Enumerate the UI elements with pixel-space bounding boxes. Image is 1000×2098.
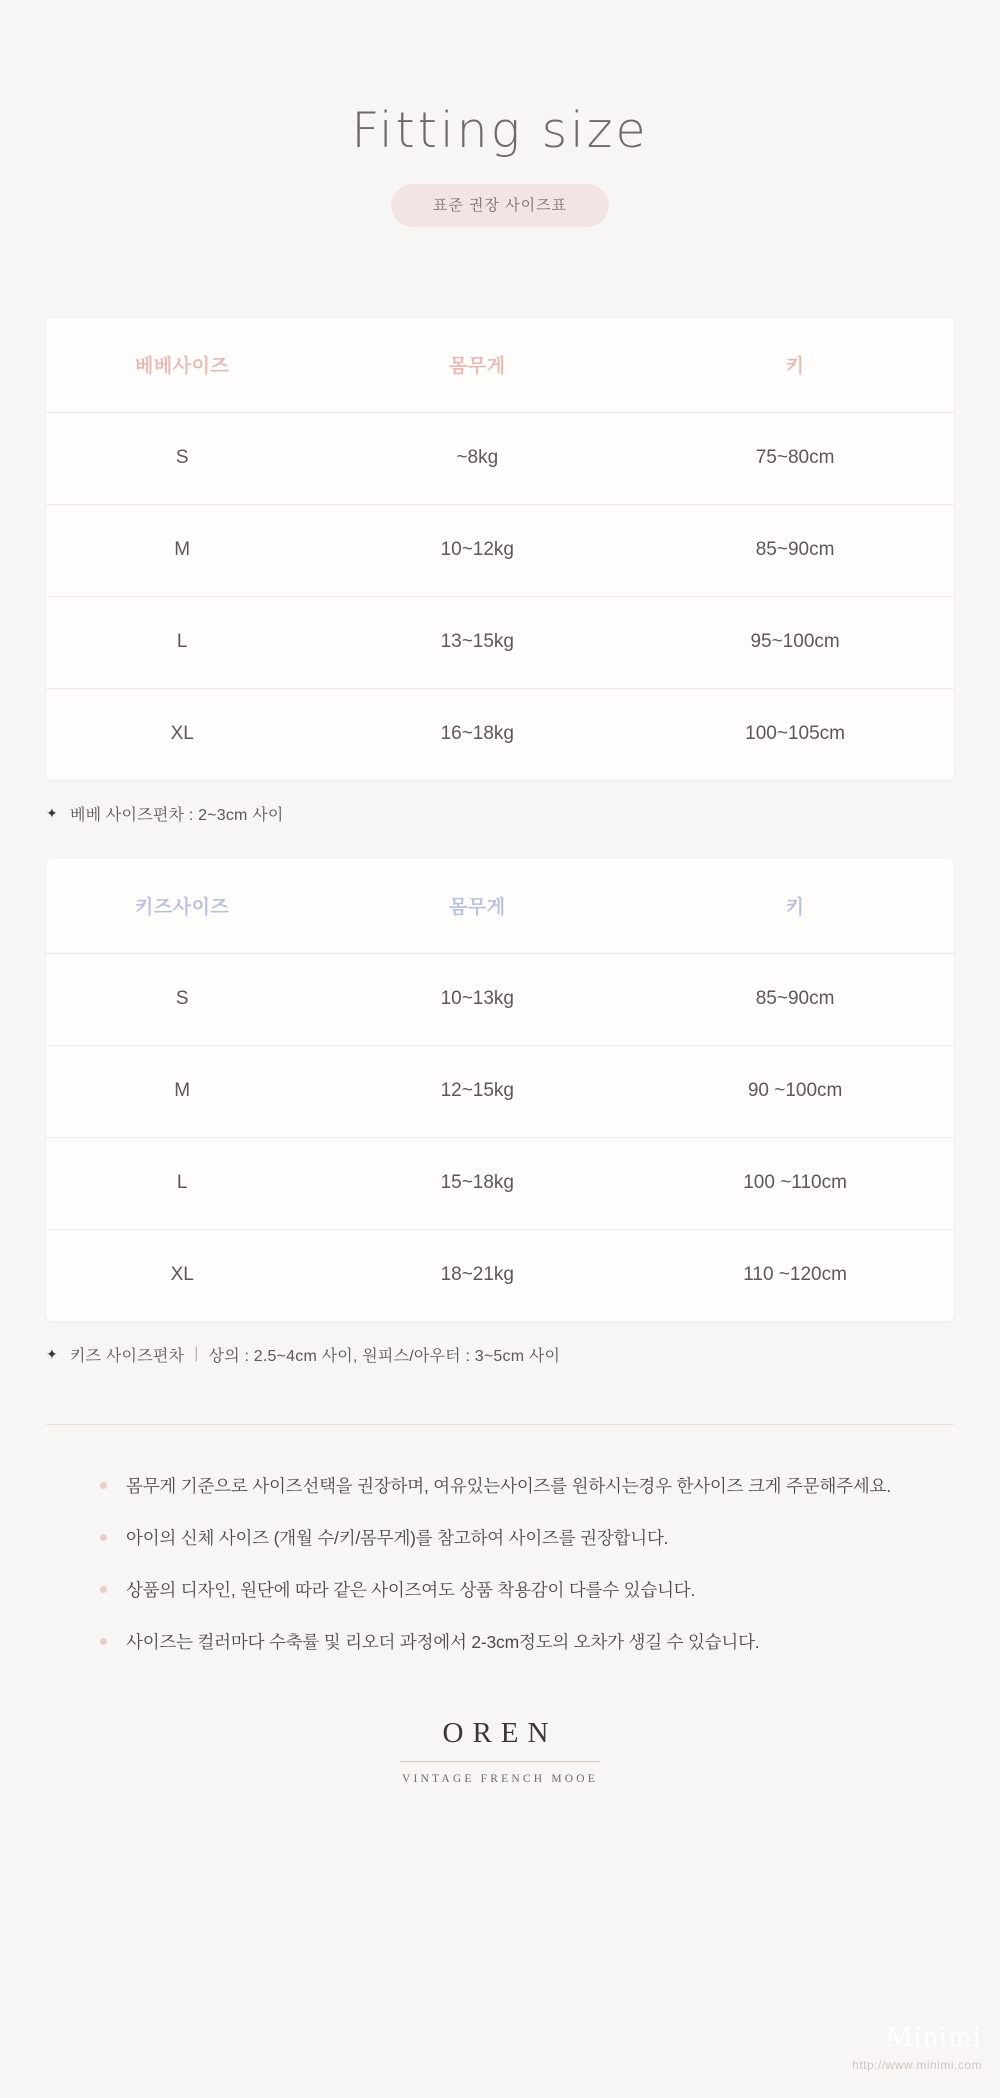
standard-size-badge: 표준 권장 사이즈표	[391, 184, 609, 227]
cell-height: 85~90cm	[636, 504, 954, 596]
list-item: 아이의 신체 사이즈 (개월 수/키/몸무게)를 참고하여 사이즈를 권장합니다.	[100, 1523, 940, 1553]
table-row	[46, 1137, 954, 1229]
bebe-size-note	[46, 802, 954, 825]
guide-notes-list	[60, 1471, 940, 1657]
cell-height: 95~100cm	[636, 596, 954, 688]
cell-weight: 10~12kg	[318, 504, 636, 596]
logo-divider	[400, 1761, 600, 1762]
cell-weight: 16~18kg	[440, 723, 514, 745]
table-row	[46, 412, 954, 504]
cell-weight: 18~21kg	[440, 1264, 514, 1286]
cell-height: 85~90cm	[636, 953, 954, 1045]
table-row	[46, 1229, 954, 1321]
column-header-weight: 몸무게	[318, 859, 636, 954]
table-header-row	[46, 859, 954, 954]
cell-height: 90 ~100cm	[636, 1045, 954, 1137]
table-row	[46, 1045, 954, 1137]
kids-size-table-card	[46, 859, 954, 1321]
table-row	[46, 953, 954, 1045]
cell-size: S	[46, 412, 318, 504]
column-header-height: 키	[636, 318, 954, 413]
chevron-down-icon: ✦	[46, 1346, 58, 1363]
cell-size: M	[46, 504, 318, 596]
brand-logo: OREN	[442, 1717, 558, 1750]
watermark-url: http://www.minimi.com	[852, 2058, 982, 2072]
table-row	[46, 504, 954, 596]
table-row	[46, 688, 954, 780]
chevron-down-icon: ✦	[46, 805, 58, 822]
cell-size: L	[46, 596, 318, 688]
cell-size: S	[46, 953, 318, 1045]
table-row	[46, 596, 954, 688]
cell-height: 110 ~120cm	[743, 1264, 847, 1286]
column-header-weight: 몸무게	[318, 318, 636, 413]
list-item: 몸무게 기준으로 사이즈선택을 권장하며, 여유있는사이즈를 원하시는경우 한사이즈 크게 주문해주세요.	[100, 1471, 940, 1501]
brand-footer	[0, 1719, 1000, 1825]
kids-note-extra-text: 상의 : 2.5~4cm 사이, 원피스/아우터 : 3~5cm 사이	[208, 1347, 561, 1365]
page-header	[0, 0, 1000, 227]
watermark	[852, 2022, 982, 2072]
table-header-row	[46, 318, 954, 413]
cell-size: M	[46, 1045, 318, 1137]
column-header-size: 키즈사이즈	[46, 859, 318, 954]
cell-weight: 13~15kg	[318, 596, 636, 688]
kids-size-note	[46, 1343, 954, 1366]
cell-weight: ~8kg	[318, 412, 636, 504]
cell-weight: 10~13kg	[318, 953, 636, 1045]
badge-container	[0, 184, 1000, 227]
cell-height: 100 ~110cm	[636, 1137, 954, 1229]
kids-size-table	[46, 859, 954, 1321]
bebe-note-text: 베베 사이즈편차 : 2~3cm 사이	[69, 806, 284, 824]
brand-tagline: VINTAGE FRENCH MOOE	[402, 1773, 598, 1786]
cell-height: 100~105cm	[745, 723, 845, 745]
cell-size: XL	[170, 723, 194, 745]
cell-size: L	[46, 1137, 318, 1229]
cell-weight: 15~18kg	[318, 1137, 636, 1229]
column-header-height: 키	[636, 859, 954, 954]
list-item: 사이즈는 컬러마다 수축률 및 리오더 과정에서 2-3cm정도의 오차가 생길 수 있습니다.	[100, 1627, 940, 1657]
page-title: Fitting size	[351, 102, 649, 159]
bebe-size-table	[46, 318, 954, 780]
cell-size: XL	[170, 1264, 194, 1286]
kids-note-text: 키즈 사이즈편차	[69, 1347, 185, 1365]
section-divider	[46, 1424, 954, 1425]
cell-weight: 12~15kg	[318, 1045, 636, 1137]
watermark-name: Minimi	[885, 2020, 982, 2053]
list-item: 상품의 디자인, 원단에 따라 같은 사이즈여도 상품 착용감이 다를수 있습니다.	[100, 1575, 940, 1605]
note-separator: |	[194, 1345, 199, 1363]
cell-height: 75~80cm	[636, 412, 954, 504]
column-header-size: 베베사이즈	[46, 318, 318, 413]
bebe-size-table-card	[46, 318, 954, 780]
